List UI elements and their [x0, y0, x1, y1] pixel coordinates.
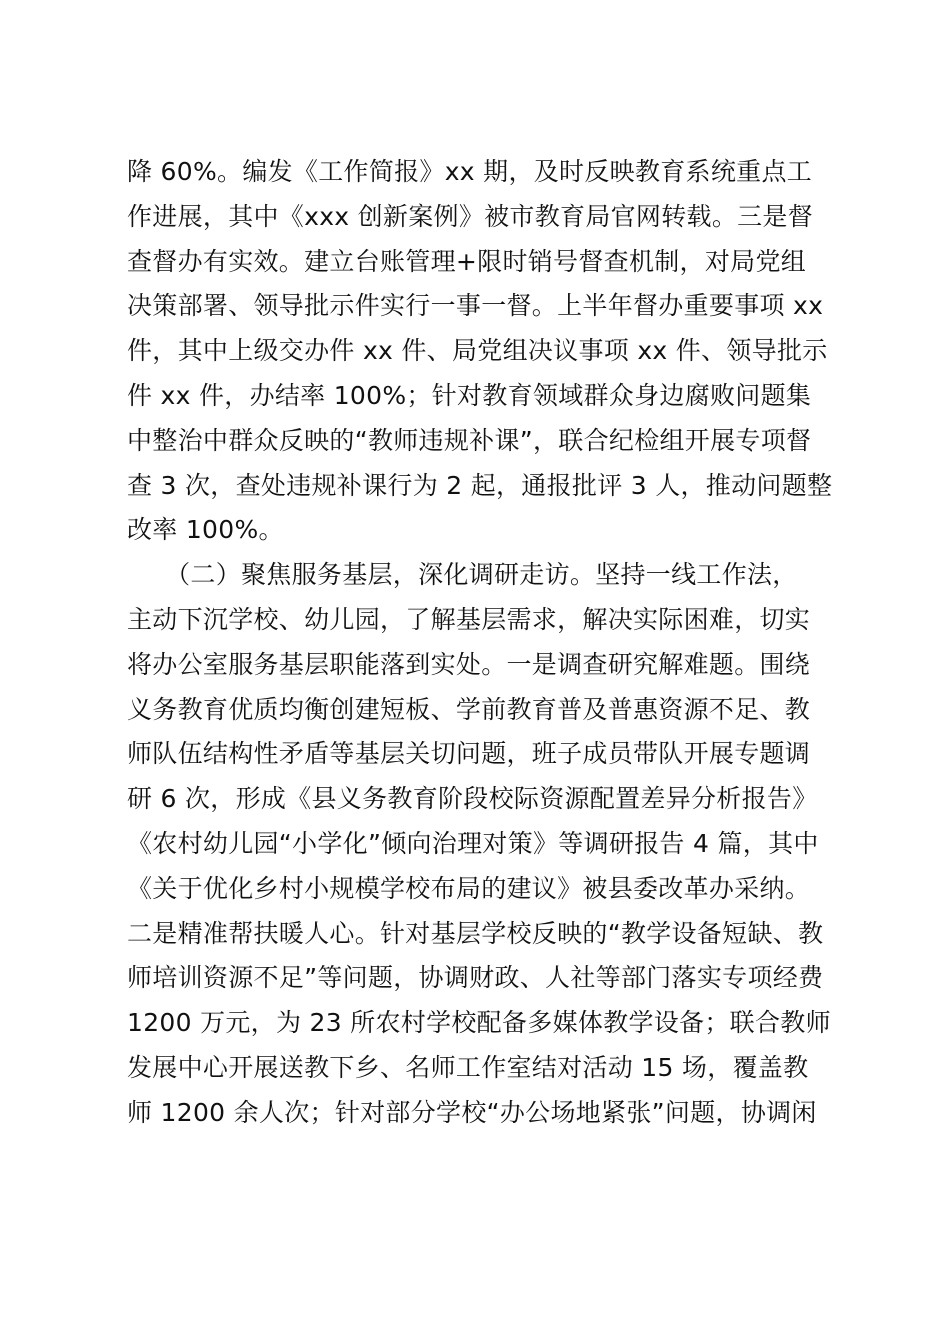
- text-line: 查 3 次，查处违规补课行为 2 起，通报批评 3 人，推动问题整: [127, 470, 833, 500]
- text-line: 发展中心开展送教下乡、名师工作室结对活动 15 场，覆盖教: [127, 1052, 809, 1082]
- text-line: 《农村幼儿园“小学化”倾向治理对策》等调研报告 4 篇，其中: [127, 828, 819, 858]
- text-line: 降 60%。编发《工作简报》xx 期，及时反映教育系统重点工: [127, 157, 813, 186]
- text-line: 研 6 次，形成《县义务教育阶段校际资源配置差异分析报告》: [127, 784, 818, 814]
- text-line: 二是精准帮扶暖人心。针对基层学校反映的“教学设备短缺、教: [127, 918, 824, 948]
- section-heading-line: （二）聚焦服务基层，深化调研走访。坚持一线工作法，: [127, 560, 798, 590]
- text-line: 师培训资源不足”等问题，协调财政、人社等部门落实专项经费: [127, 963, 824, 993]
- body-text: [127, 150, 833, 1136]
- text-line: 改率 100%。: [127, 515, 284, 545]
- text-line: 师 1200 余人次；针对部分学校“办公场地紧张”问题，协调闲: [127, 1097, 817, 1127]
- text-line: 决策部署、领导批示件实行一事一督。上半年督办重要事项 xx: [127, 291, 824, 321]
- text-line: 主动下沉学校、幼儿园，了解基层需求，解决实际困难，切实: [127, 604, 811, 634]
- text-line: 查督办有实效。建立台账管理+限时销号督查机制，对局党组: [127, 246, 807, 276]
- text-line: 《关于优化乡村小规模学校布局的建议》被县委改革办采纳。: [127, 873, 811, 903]
- text-line: 件，其中上级交办件 xx 件、局党组决议事项 xx 件、领导批示: [127, 336, 828, 366]
- text-line: 作进展，其中《xxx 创新案例》被市教育局官网转载。三是督: [127, 201, 814, 231]
- text-line: 件 xx 件，办结率 100%；针对教育领域群众身边腐败问题集: [127, 380, 812, 410]
- text-line: 1200 万元，为 23 所农村学校配备多媒体教学设备；联合教师: [127, 1008, 831, 1038]
- text-line: 将办公室服务基层职能落到实处。一是调查研究解难题。围绕: [127, 649, 811, 679]
- text-line: 师队伍结构性矛盾等基层关切问题，班子成员带队开展专题调: [127, 739, 811, 769]
- text-line: 义务教育优质均衡创建短板、学前教育普及普惠资源不足、教: [127, 694, 811, 724]
- text-line: 中整治中群众反映的“教师违规补课”，联合纪检组开展专项督: [127, 425, 812, 455]
